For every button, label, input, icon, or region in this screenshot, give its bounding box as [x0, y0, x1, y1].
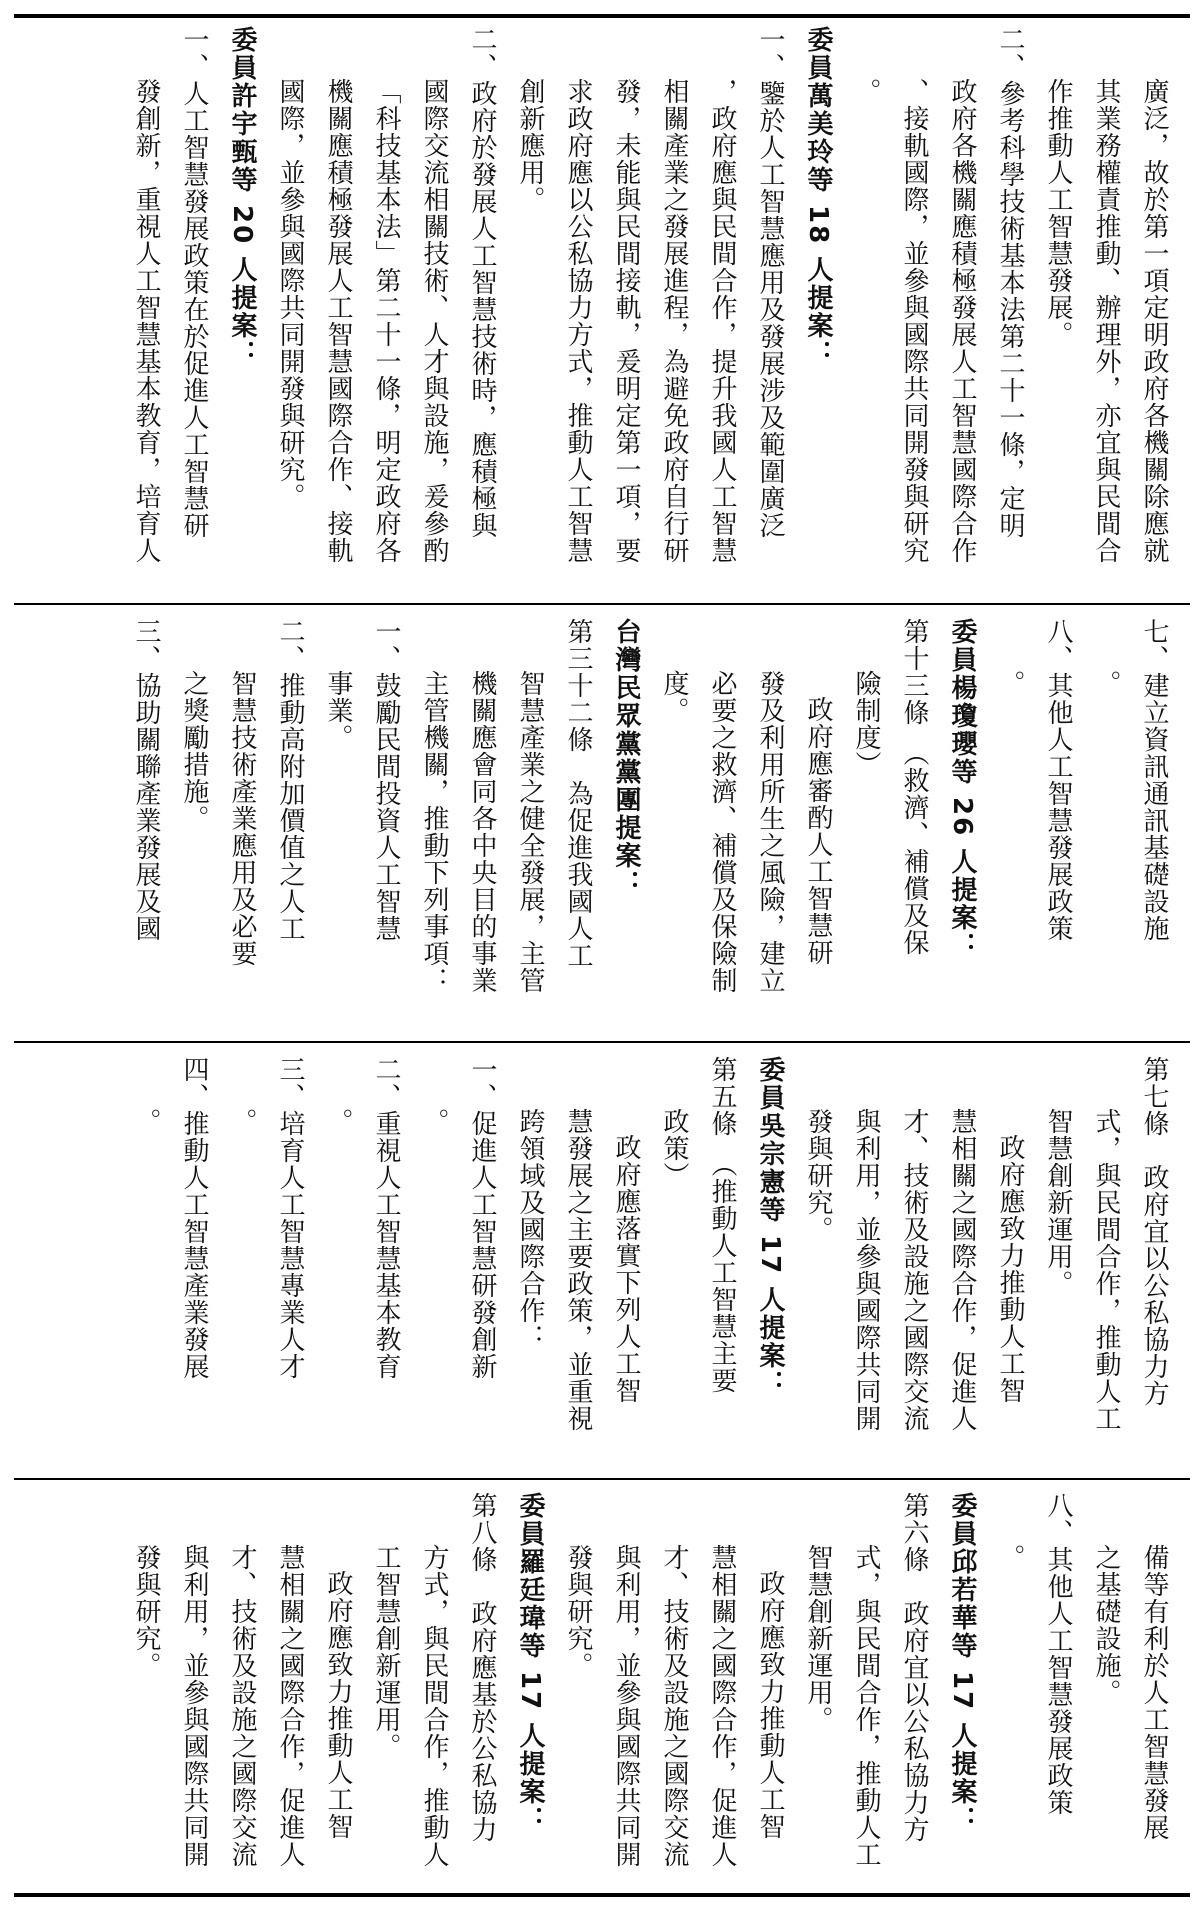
text-line: 相關產業之發展進程，為避免政府自行研 — [659, 78, 689, 564]
column-4 — [26, 1492, 1178, 1880]
text-line: 慧相關之國際合作，促進人 — [947, 1108, 977, 1432]
text-line: 三、培育人工智慧專業人才 — [275, 1056, 305, 1380]
proposal-heading: 委員吳宗憲等 17 人提案： — [755, 1056, 785, 1399]
text-line: 政府應致力推動人工智 — [323, 1570, 353, 1840]
text-line: 七、建立資訊通訊基礎設施 — [1139, 618, 1169, 942]
text-line: 式，與民間合作，推動人工 — [851, 1544, 881, 1868]
text-line: 其業務權責推動、辦理外，亦宜與民間合 — [1091, 78, 1121, 564]
text-line: 。 — [851, 78, 881, 105]
text-line: 第五條 （推動人工智慧主要 — [707, 1056, 737, 1394]
top-rule — [14, 14, 1190, 18]
text-line: 八、其他人工智慧發展政策 — [1043, 618, 1073, 942]
column-3-text — [122, 1056, 1178, 1476]
text-line: 二、推動高附加價值之人工 — [275, 618, 305, 942]
text-line: 。 — [1091, 670, 1121, 697]
text-line: 必要之救濟、補償及保險制 — [707, 670, 737, 994]
text-line: 慧發展之主要政策，並重視 — [563, 1108, 593, 1432]
column-1 — [26, 26, 1178, 588]
text-line: 工智慧創新運用。 — [371, 1544, 401, 1760]
text-line: 跨領域及國際合作： — [515, 1108, 545, 1351]
text-line: 機關應會同各中央目的事業 — [467, 670, 497, 994]
text-line: 險制度） — [851, 670, 881, 778]
text-line: 發及利用所生之風險，建立 — [755, 670, 785, 994]
text-line: 廣泛，故於第一項定明政府各機關除應就 — [1139, 78, 1169, 564]
text-line: 政府各機關應積極發展人工智慧國際合作 — [947, 78, 977, 564]
column-4-text — [122, 1492, 1178, 1880]
text-line: 二、政府於發展人工智慧技術時，應積極與 — [467, 26, 497, 539]
text-line: 。 — [995, 1544, 1025, 1571]
text-line: 才、技術及設施之國際交流 — [227, 1544, 257, 1868]
text-line: 智慧產業之健全發展，主管 — [515, 670, 545, 994]
text-line: 式，與民間合作，推動人工 — [1091, 1108, 1121, 1432]
text-line: 創新應用。 — [515, 78, 545, 213]
column-1-text — [122, 26, 1178, 588]
text-line: 第七條 政府宜以公私協力方 — [1139, 1056, 1169, 1407]
proposal-heading: 台灣民眾黨黨團提案： — [611, 618, 641, 898]
text-line: 智慧技術產業應用及必要 — [227, 670, 257, 967]
text-line: 事業。 — [323, 670, 353, 751]
text-line: 政府應落實下列人工智 — [611, 1134, 641, 1404]
text-line: ，政府應與民間合作，提升我國人工智慧 — [707, 78, 737, 564]
bottom-rule — [14, 1893, 1190, 1897]
column-3 — [26, 1056, 1178, 1476]
text-line: 八、其他人工智慧發展政策 — [1043, 1492, 1073, 1816]
proposal-heading: 委員邱若華等 17 人提案： — [947, 1492, 977, 1835]
text-line: 慧相關之國際合作，促進人 — [707, 1544, 737, 1868]
text-line: 慧相關之國際合作，促進人 — [275, 1544, 305, 1868]
proposal-heading: 委員楊瓊瓔等 26 人提案： — [947, 618, 977, 961]
text-line: 。 — [227, 1108, 257, 1135]
text-line: 與利用，並參與國際共同開 — [179, 1544, 209, 1868]
text-line: 發與研究。 — [131, 1544, 161, 1679]
text-line: 一、鼓勵民間投資人工智慧 — [371, 618, 401, 942]
text-line: 與利用，並參與國際共同開 — [611, 1544, 641, 1868]
text-line: 二、參考科學技術基本法第二十一條，定明 — [995, 26, 1025, 539]
text-line: 政府應審酌人工智慧研 — [803, 696, 833, 966]
text-line: 求政府應以公私協力方式，推動人工智慧 — [563, 78, 593, 564]
text-line: 一、人工智慧發展政策在於促進人工智慧研 — [179, 26, 209, 539]
text-line: 四、推動人工智慧產業發展 — [179, 1056, 209, 1380]
text-line: 政府應致力推動人工智 — [755, 1570, 785, 1840]
text-line: 與利用，並參與國際共同開 — [851, 1108, 881, 1432]
text-line: 。 — [131, 1108, 161, 1135]
text-line: 度。 — [659, 670, 689, 724]
text-line: 才、技術及設施之國際交流 — [659, 1544, 689, 1868]
text-line: 發創新，重視人工智慧基本教育，培育人 — [131, 78, 161, 564]
text-line: 智慧創新運用。 — [1043, 1108, 1073, 1297]
text-line: 政府應致力推動人工智 — [995, 1134, 1025, 1404]
text-line: 國際交流相關技術、人才與設施，爰參酌 — [419, 78, 449, 564]
text-line: 之獎勵措施。 — [179, 670, 209, 832]
text-line: 政策） — [659, 1108, 689, 1189]
text-line: 才、技術及設施之國際交流 — [899, 1108, 929, 1432]
column-2-text — [122, 618, 1178, 1038]
text-line: 。 — [995, 670, 1025, 697]
text-line: 。 — [323, 1108, 353, 1135]
text-line: 第十三條 （救濟、補償及保 — [899, 618, 929, 956]
column-separator — [14, 603, 1190, 605]
text-line: 方式，與民間合作，推動人 — [419, 1544, 449, 1868]
text-line: 國際，並參與國際共同開發與研究。 — [275, 78, 305, 510]
proposal-heading: 委員許宇甄等 20 人提案： — [227, 26, 257, 369]
text-line: 備等有利於人工智慧發展 — [1139, 1544, 1169, 1841]
text-line: 。 — [419, 1108, 449, 1135]
text-line: 之基礎設施。 — [1091, 1544, 1121, 1706]
text-line: 第三十二條 為促進我國人工 — [563, 618, 593, 969]
text-line: 主管機關，推動下列事項： — [419, 670, 449, 994]
text-line: 一、促進人工智慧研發創新 — [467, 1056, 497, 1380]
text-line: 第八條 政府應基於公私協力 — [467, 1492, 497, 1843]
text-line: 智慧創新運用。 — [803, 1544, 833, 1733]
text-line: 發與研究。 — [803, 1108, 833, 1243]
text-line: 機關應積極發展人工智慧國際合作、接軌 — [323, 78, 353, 564]
text-line: 、接軌國際，並參與國際共同開發與研究 — [899, 78, 929, 564]
column-2 — [26, 618, 1178, 1038]
text-line: 第六條 政府宜以公私協力方 — [899, 1492, 929, 1843]
text-line: 「科技基本法」第二十一條，明定政府各 — [371, 78, 401, 564]
column-separator — [14, 1478, 1190, 1480]
text-line: 二、重視人工智慧基本教育 — [371, 1056, 401, 1380]
text-line: 一、鑒於人工智慧應用及發展涉及範圍廣泛 — [755, 26, 785, 539]
text-line: 作推動人工智慧發展。 — [1043, 78, 1073, 348]
proposal-heading: 委員萬美玲等 18 人提案： — [803, 26, 833, 369]
text-line: 發，未能與民間接軌，爰明定第一項，要 — [611, 78, 641, 564]
text-line: 發與研究。 — [563, 1544, 593, 1679]
column-separator — [14, 1041, 1190, 1043]
proposal-heading: 委員羅廷瑋等 17 人提案： — [515, 1492, 545, 1835]
text-line: 三、協助關聯產業發展及國 — [131, 618, 161, 942]
